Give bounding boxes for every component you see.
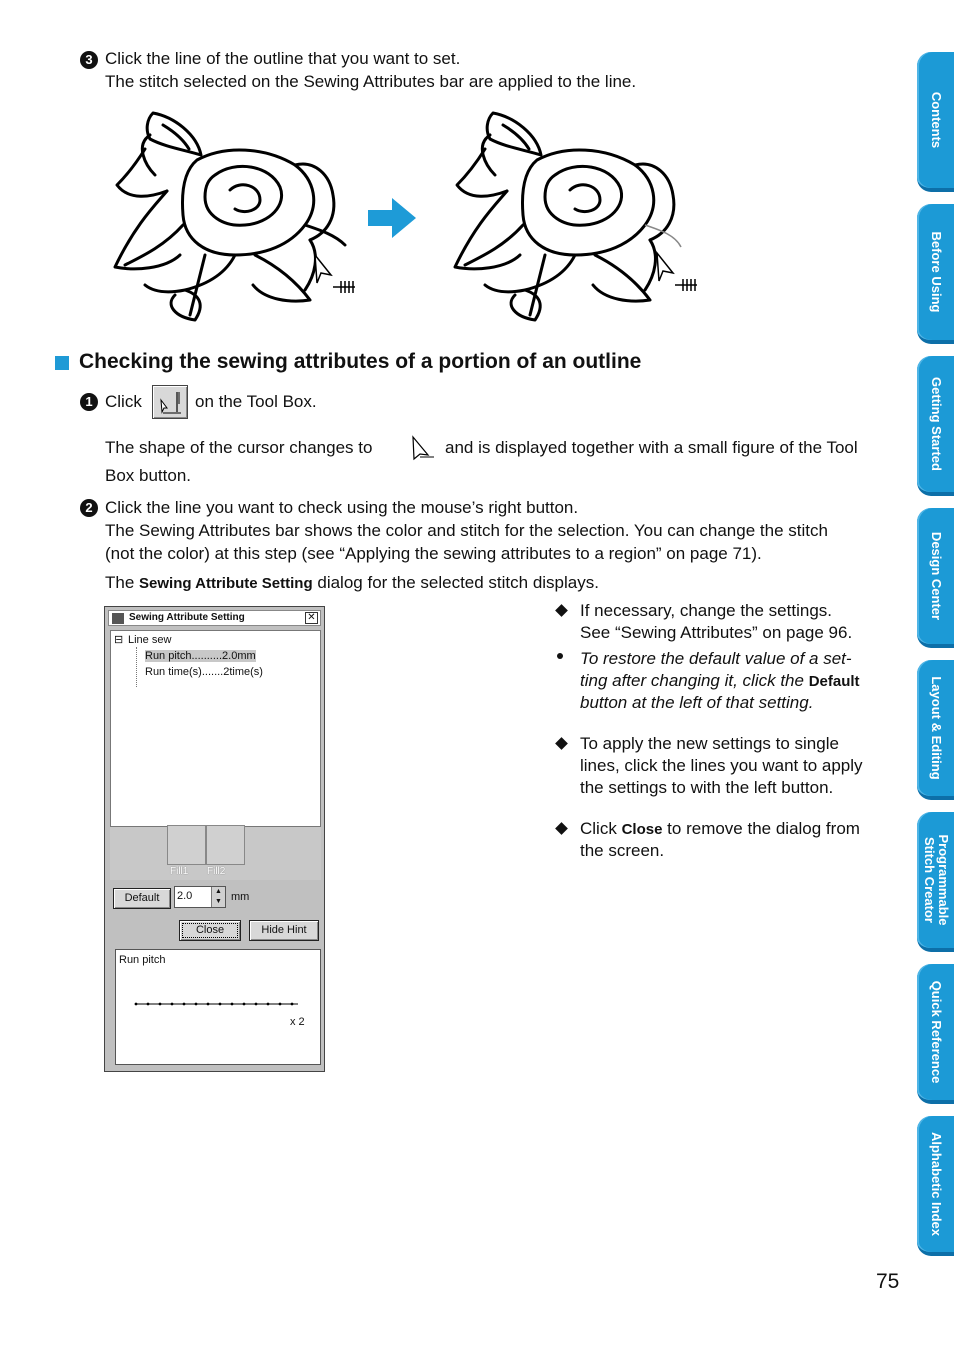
note2-default: Default bbox=[808, 673, 860, 690]
fill2-label: Fill2 bbox=[207, 866, 226, 877]
note2-line2 bbox=[580, 670, 860, 693]
note2-line2a: ting after changing it, click the bbox=[580, 671, 804, 690]
hint-multiplier: x 2 bbox=[290, 1016, 305, 1028]
spin-down-icon[interactable]: ▼ bbox=[211, 897, 225, 907]
rose-before-illustration bbox=[105, 105, 365, 325]
tab-before-using[interactable] bbox=[917, 204, 954, 344]
note4-line2: the screen. bbox=[580, 841, 665, 860]
tab-programmable-stitch-creator[interactable] bbox=[917, 812, 954, 952]
hint-title: Run pitch bbox=[119, 954, 166, 966]
cursor-shape-icon bbox=[408, 433, 436, 461]
bullet-diamond-icon bbox=[555, 822, 568, 835]
tree-connector bbox=[136, 647, 137, 687]
hint-panel bbox=[115, 949, 321, 1065]
fill2-swatch bbox=[206, 825, 245, 865]
run-stitch-diagram bbox=[134, 998, 302, 1010]
check-attribute-tool-button[interactable] bbox=[152, 385, 188, 419]
step-number-3: 3 bbox=[80, 51, 98, 69]
step3-line2: The stitch selected on the Sewing Attributes bar are applied to the line. bbox=[105, 72, 637, 91]
cursor-text-before: The shape of the cursor changes to bbox=[105, 438, 373, 457]
step3-line1: Click the line of the outline that you want to set. bbox=[105, 49, 461, 68]
tab-alphabetic-index[interactable] bbox=[917, 1116, 954, 1256]
note1-line2: See “Sewing Attributes” on page 96. bbox=[580, 623, 853, 642]
page-number: 75 bbox=[876, 1270, 900, 1293]
note4-c: to remove the dialog from bbox=[667, 819, 860, 838]
step2-line1: Click the line you want to check using the mouse’s right button. bbox=[105, 498, 579, 517]
note4-close: Close bbox=[621, 821, 663, 838]
attribute-tree bbox=[110, 630, 321, 827]
fill1-swatch bbox=[167, 825, 206, 865]
tab-programmable-label: Programmable Stitch Creator bbox=[921, 834, 951, 926]
tab-design-center[interactable] bbox=[917, 508, 954, 648]
tab-getting-started-label: Getting Started bbox=[928, 377, 944, 471]
step-number-2: 2 bbox=[80, 499, 98, 517]
step2-line3: (not the color) at this step (see “Applying the sewing attributes to a region” on page 71). bbox=[105, 544, 762, 563]
tab-design-center-label: Design Center bbox=[928, 531, 944, 621]
rose-after-illustration bbox=[445, 105, 705, 325]
section-heading: Checking the sewing attributes of a portion of an outline bbox=[79, 350, 642, 373]
note2-line3: button at the left of that setting. bbox=[580, 693, 814, 712]
step2-dialog-name: Sewing Attribute Setting bbox=[139, 575, 313, 592]
tab-layout-editing-label: Layout & Editing bbox=[928, 676, 944, 780]
bullet-dot-icon bbox=[557, 653, 563, 659]
sewing-attribute-dialog bbox=[104, 606, 325, 1072]
step2-dialog-pre: The bbox=[105, 573, 135, 592]
tab-quick-reference[interactable] bbox=[917, 964, 954, 1104]
tree-item-run-times[interactable]: Run time(s).......2time(s) bbox=[145, 666, 263, 678]
hide-hint-button[interactable]: Hide Hint bbox=[249, 920, 319, 941]
step1-after-icon: on the Tool Box. bbox=[195, 392, 317, 411]
bullet-diamond-icon bbox=[555, 604, 568, 617]
note3-line2: lines, click the lines you want to apply bbox=[580, 756, 863, 775]
pitch-value-input[interactable] bbox=[174, 886, 226, 908]
step1-click: Click bbox=[105, 392, 142, 411]
close-button[interactable]: Close bbox=[179, 920, 241, 941]
tab-contents[interactable] bbox=[917, 52, 954, 192]
dialog-title: Sewing Attribute Setting bbox=[129, 612, 245, 623]
pitch-unit: mm bbox=[231, 891, 250, 903]
dialog-app-icon bbox=[112, 613, 124, 624]
right-arrow-icon bbox=[366, 196, 418, 240]
tab-quick-reference-label: Quick Reference bbox=[928, 980, 944, 1084]
dialog-close-icon[interactable]: ✕ bbox=[305, 612, 318, 624]
note4-a: Click bbox=[580, 819, 617, 838]
note3-line1: To apply the new settings to single bbox=[580, 734, 839, 753]
check-attribute-tool-icon bbox=[153, 386, 187, 418]
fill1-label: Fill1 bbox=[170, 866, 189, 877]
tab-getting-started[interactable] bbox=[917, 356, 954, 496]
tab-alphabetic-index-label: Alphabetic Index bbox=[928, 1131, 944, 1237]
note1-line1: If necessary, change the settings. bbox=[580, 601, 832, 620]
tab-contents-label: Contents bbox=[928, 91, 944, 149]
step2-line2: The Sewing Attributes bar shows the color and stitch for the selection. You can change the stitch bbox=[105, 521, 828, 540]
tree-root-line-sew[interactable]: Line sew bbox=[128, 634, 172, 646]
note2-line1: To restore the default value of a set- bbox=[580, 649, 852, 668]
tab-before-using-label: Before Using bbox=[928, 231, 944, 313]
bullet-diamond-icon bbox=[555, 737, 568, 750]
note3-line3: the settings to with the left button. bbox=[580, 778, 834, 797]
note4-line1 bbox=[580, 818, 860, 841]
tab-layout-editing[interactable] bbox=[917, 660, 954, 800]
step2-dialog-line bbox=[105, 572, 599, 595]
section-marker bbox=[55, 356, 69, 370]
tree-collapse-icon[interactable]: ⊟ bbox=[114, 634, 124, 646]
cursor-text-line2: Box button. bbox=[105, 466, 192, 485]
tree-item-run-pitch[interactable]: Run pitch..........2.0mm bbox=[145, 650, 256, 662]
pitch-value: 2.0 bbox=[177, 890, 193, 902]
default-button[interactable]: Default bbox=[113, 888, 171, 909]
cursor-text-after: and is displayed together with a small figure of the Tool bbox=[445, 438, 858, 457]
step-number-1: 1 bbox=[80, 393, 98, 411]
step2-dialog-post: dialog for the selected stitch displays. bbox=[317, 573, 599, 592]
dialog-titlebar[interactable] bbox=[108, 610, 321, 626]
spin-up-icon[interactable]: ▲ bbox=[211, 887, 225, 897]
